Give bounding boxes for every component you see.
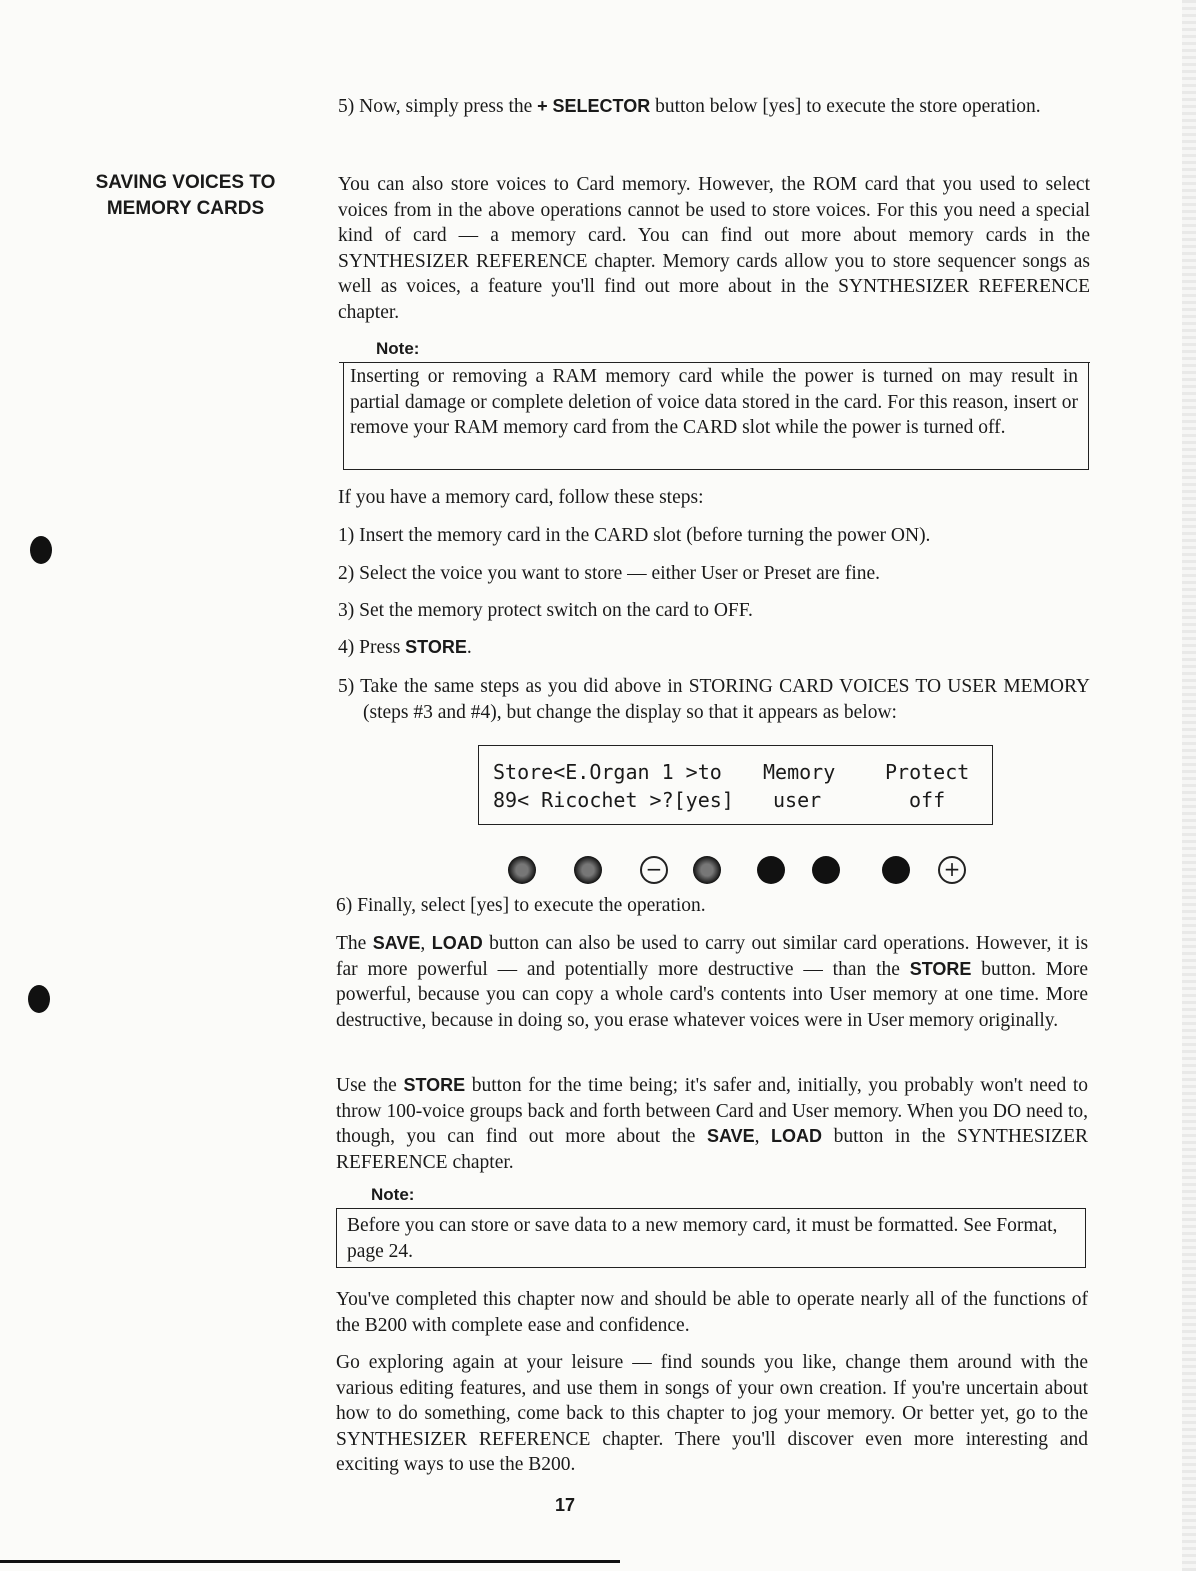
data-knob-1[interactable] <box>508 856 536 884</box>
paragraph-save-load <box>336 931 1088 1033</box>
step-number: 5) <box>338 676 355 697</box>
store-label: STORE <box>909 958 972 979</box>
note-label: Note: <box>374 336 421 362</box>
step-4 <box>338 635 1090 661</box>
text: button. More powerful, because you can copy a whole card's contents into User memory at one time. More destructive, because in doing so, you erase whatever voices were in User memory originally. <box>336 958 1089 1031</box>
step-number: 3) <box>338 600 355 621</box>
text: button in the SYNTHESIZER REFERENCE chapter. <box>336 1126 1088 1173</box>
step-number: 4) <box>338 637 355 658</box>
step-5-store <box>338 94 1090 120</box>
plus-icon: + <box>943 857 961 881</box>
step-text: Take the same steps as you did above in STORING CARD VOICES TO USER MEMORY (steps #3 and #4), but change the display so that it appears as below: <box>360 676 1090 723</box>
load-label: LOAD <box>431 933 483 953</box>
note-label: Note: <box>369 1182 416 1208</box>
step-number: 1) <box>338 525 355 546</box>
paragraph-card-memory: You can also store voices to Card memory. However, the ROM card that you used to select voices from in the above operations cannot be used to store voices. For this you need a special kind of card — a memory card. You can find out more about memory cards in the SYNTHESIZER REFERENCE chapter. Memory cards allow you to store sequencer songs as well as voices, a feature you'll find out more about in the SYNTHESIZER REFERENCE chapter. <box>338 174 1090 323</box>
step-text: Select the voice you want to store — either User or Preset are fine. <box>359 563 881 584</box>
plus-symbol: + <box>537 96 548 116</box>
bottom-rule <box>0 1560 620 1563</box>
lcd-row1-memory: Memory <box>763 760 836 784</box>
store-label: STORE <box>405 637 467 657</box>
binder-hole-top <box>30 536 52 564</box>
minus-icon: − <box>645 857 663 881</box>
lcd-row2-user: user <box>773 788 822 812</box>
text: , <box>754 1126 760 1147</box>
note-box-ram <box>343 339 1089 470</box>
lcd-row2-off: off <box>909 788 946 812</box>
save-label: SAVE <box>372 933 421 953</box>
binder-hole-bottom <box>28 985 50 1013</box>
step-1 <box>338 523 1090 549</box>
lcd-display <box>478 745 993 825</box>
lcd-row2-voice: 89< Ricochet >?[yes] <box>493 788 734 812</box>
data-knob-7[interactable] <box>882 856 910 884</box>
step-number: 5) <box>338 96 355 117</box>
step-number: 6) <box>336 895 353 916</box>
paragraph-go-exploring: Go exploring again at your leisure — find sounds you like, change them around with the various editing features, and use them in songs of your own creation. If you're uncertain about how to do something, come back to this chapter to jog your memory. Or better yet, go to the SYNTHESIZER REFERENCE chapter. There you'll discover even more interesting and exciting ways to use the B200. <box>336 1352 1088 1475</box>
page-number: 17 <box>554 1495 576 1515</box>
store-label: STORE <box>403 1075 466 1095</box>
step-number: 2) <box>338 563 355 584</box>
text: Use the <box>336 1075 397 1096</box>
note-header-rule <box>337 1194 1085 1209</box>
note-text: Before you can store or save data to a new memory card, it must be formatted. See Format, page 24. <box>347 1215 1058 1262</box>
selector-label: SELECTOR <box>552 96 651 116</box>
step-text: button below [yes] to execute the store operation. <box>655 96 1041 117</box>
save-label: SAVE <box>706 1126 755 1146</box>
minus-selector-button[interactable] <box>640 856 668 884</box>
text: The <box>336 933 367 954</box>
lcd-row1-store: Store<E.Organ 1 >to <box>493 760 722 784</box>
plus-selector-button[interactable] <box>938 856 966 884</box>
data-knob-6[interactable] <box>812 856 840 884</box>
step-2 <box>338 561 1090 587</box>
load-label: LOAD <box>771 1126 823 1146</box>
step-5-card <box>338 674 1090 725</box>
paragraph-completed: You've completed this chapter now and should be able to operate nearly all of the functions of the B200 with complete ease and confidence. <box>336 1289 1088 1336</box>
steps-intro: If you have a memory card, follow these steps: <box>338 487 704 508</box>
step-text: Set the memory protect switch on the card to OFF. <box>359 600 753 621</box>
section-heading <box>68 170 303 222</box>
step-text: Insert the memory card in the CARD slot (before turning the power ON). <box>359 525 931 546</box>
note-box-format <box>336 1185 1086 1268</box>
text: button for the time being; it's safer and, initially, you probably won't need to throw 100-voice groups back and forth between Card and User memory. When you DO need to, though, you can find out more about the <box>336 1075 1089 1147</box>
lcd-row1-protect: Protect <box>885 760 970 784</box>
note-header-rule <box>339 348 1090 363</box>
step-text: Finally, select [yes] to execute the operation. <box>357 895 706 916</box>
data-knob-4[interactable] <box>693 856 721 884</box>
data-knob-5[interactable] <box>757 856 785 884</box>
scan-edge <box>1182 0 1196 1571</box>
section-heading-line1: SAVING VOICES TO <box>95 172 276 193</box>
text: , <box>420 933 426 954</box>
note-text: Inserting or removing a RAM memory card while the power is turned on may result in partial damage or complete deletion of voice data stored in the card. For this reason, insert or remove your RAM memory card from the CARD slot while the power is turned off. <box>350 366 1078 438</box>
text: button can also be used to carry out similar card operations. However, it is far more powerful — and potentially more destructive — than the <box>336 933 1089 980</box>
step-3 <box>338 598 1090 624</box>
step-text: Press <box>359 637 401 658</box>
step-text: . <box>466 637 472 658</box>
data-knob-2[interactable] <box>574 856 602 884</box>
section-heading-line2: MEMORY CARDS <box>106 198 265 219</box>
paragraph-use-store <box>336 1073 1088 1175</box>
step-text: Now, simply press the <box>359 96 533 117</box>
step-6 <box>336 893 1088 919</box>
